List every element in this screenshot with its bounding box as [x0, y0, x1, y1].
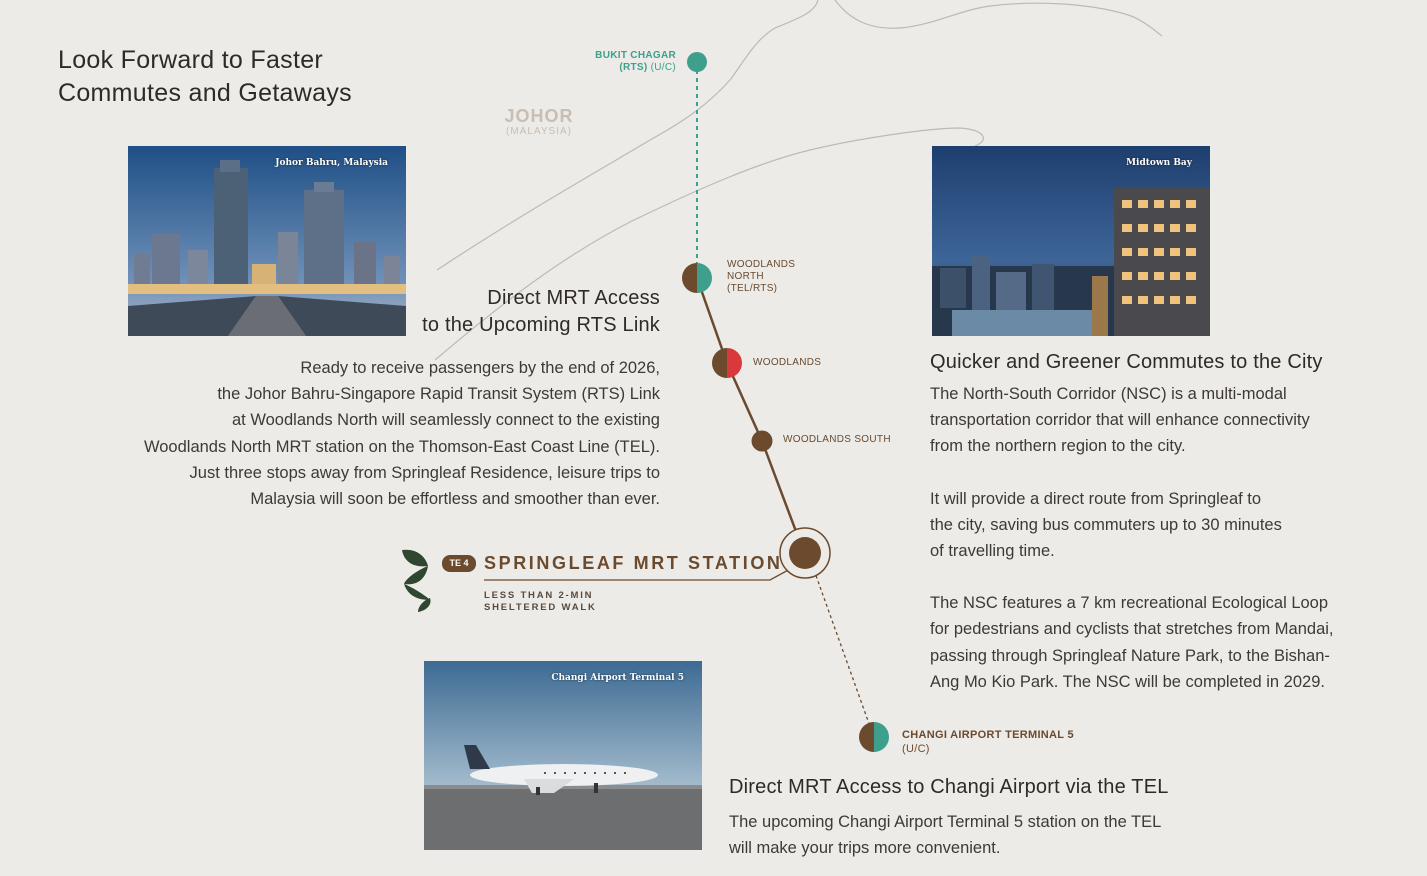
station-name: WOODLANDS — [727, 259, 796, 270]
springleaf-station-name: SPRINGLEAF MRT STATION — [484, 553, 783, 573]
station-dot-springleaf — [789, 537, 821, 569]
station-line: (TEL/RTS) — [727, 283, 778, 294]
station-name: NORTH — [727, 271, 764, 282]
station-dot-changi — [859, 722, 889, 752]
nsc-body-line: Ang Mo Kio Park. The NSC will be completed in 2029. — [930, 672, 1325, 691]
tel-line — [697, 278, 803, 550]
rts-body — [60, 355, 660, 512]
rts-heading-line2: to the Upcoming RTS Link — [422, 314, 660, 336]
nsc-body-line: transportation corridor that will enhance connectivity — [930, 411, 1310, 430]
station-name: BUKIT CHAGAR — [595, 50, 676, 61]
page-title — [58, 44, 352, 110]
changi-body — [729, 809, 1229, 861]
station-label-woodlands-north — [727, 259, 795, 295]
station-dot-woodlands — [712, 348, 742, 378]
nsc-body-line: passing through Springleaf Nature Park, to the Bishan- — [930, 646, 1330, 665]
station-line: (RTS) — [619, 62, 648, 73]
station-dot-woodlands-north — [682, 263, 712, 293]
rts-body-line: Malaysia will soon be effortless and smoother than ever. — [250, 490, 660, 509]
nsc-body-line: The North-South Corridor (NSC) is a multi-modal — [930, 385, 1287, 403]
station-label-woodlands: WOODLANDS — [753, 357, 822, 368]
rts-body-line: the Johor Bahru-Singapore Rapid Transit System (RTS) Link — [217, 385, 660, 404]
changi-heading: Direct MRT Access to Changi Airport via the TEL — [729, 776, 1169, 798]
rts-body-line: Ready to receive passengers by the end of 2026, — [300, 359, 660, 377]
station-dot-bukit-chagar — [687, 52, 707, 72]
station-status: (U/C) — [902, 743, 930, 755]
rts-body-line: at Woodlands North will seamlessly connect to the existing — [232, 411, 660, 430]
nsc-body-line: The NSC features a 7 km recreational Ecological Loop — [930, 594, 1329, 613]
walk-note — [484, 590, 597, 614]
changi-body-line: will make your trips more convenient. — [729, 839, 1001, 858]
rts-heading-line1: Direct MRT Access — [487, 287, 660, 309]
country-name: JOHOR — [504, 106, 574, 126]
nsc-body-line: of travelling time. — [930, 542, 1055, 561]
station-dot-woodlands-south — [752, 431, 773, 452]
changi-body-line: The upcoming Changi Airport Terminal 5 station on the TEL — [729, 813, 1162, 831]
country-label — [490, 106, 588, 138]
photo-caption-changi: Changi Airport Terminal 5 — [551, 673, 684, 683]
station-label-changi — [902, 728, 1074, 756]
walk-note-line: SHELTERED WALK — [484, 602, 597, 613]
rts-body-line: Just three stops away from Springleaf Residence, leisure trips to — [189, 463, 660, 482]
nsc-body-line: for pedestrians and cyclists that stretches from Mandai, — [930, 620, 1334, 639]
nsc-heading: Quicker and Greener Commutes to the City — [930, 351, 1323, 373]
nsc-body-line: the city, saving bus commuters up to 30 minutes — [930, 515, 1282, 534]
country-sub: (MALAYSIA) — [506, 126, 572, 137]
rts-body-line: Woodlands North MRT station on the Thomson-East Coast Line (TEL). — [143, 437, 660, 456]
photo-caption-johor: Johor Bahru, Malaysia — [275, 158, 388, 168]
walk-note-line: LESS THAN 2-MIN — [484, 590, 594, 601]
station-label-bukit-chagar — [560, 50, 676, 74]
station-label-woodlands-south: WOODLANDS SOUTH — [783, 434, 891, 445]
line-code-badge: TE 4 — [442, 555, 476, 572]
photo-midtown-bay — [932, 146, 1210, 336]
photo-caption-midtown: Midtown Bay — [1126, 158, 1192, 168]
photo-changi-airport — [424, 661, 702, 850]
page-title-line1: Look Forward to Faster — [58, 46, 324, 74]
nsc-body-line: It will provide a direct route from Springleaf to — [930, 489, 1262, 508]
leaf-logo-icon — [402, 550, 431, 612]
station-name: CHANGI AIRPORT TERMINAL 5 — [902, 729, 1074, 741]
page-title-line2: Commutes and Getaways — [58, 79, 352, 107]
nsc-body — [930, 381, 1400, 695]
nsc-body-line: from the northern region to the city. — [930, 437, 1186, 456]
station-status: (U/C) — [650, 62, 676, 73]
tel-extension-dashed-line — [814, 570, 872, 732]
rts-heading — [360, 285, 660, 339]
